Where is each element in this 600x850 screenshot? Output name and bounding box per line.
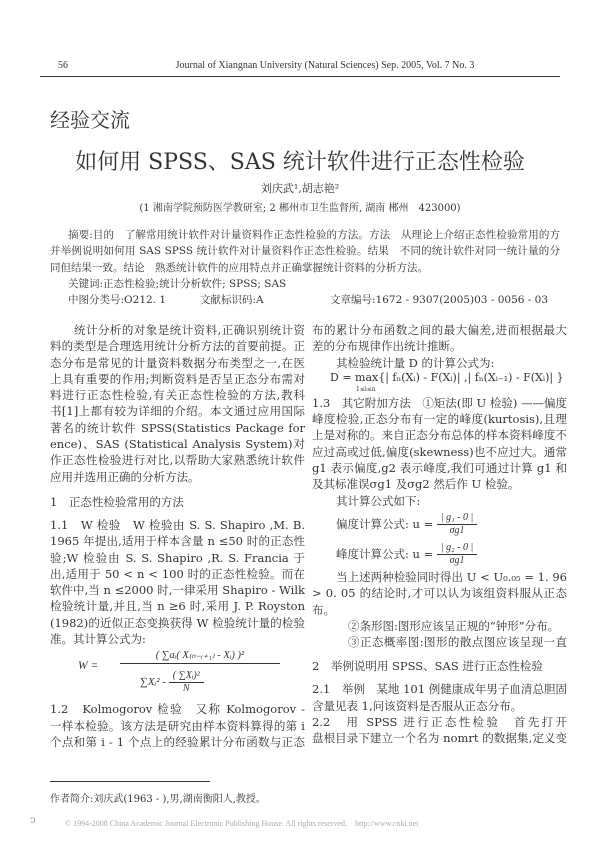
d-formula-intro: 其检验统计量 D 的计算公式为: <box>336 355 495 370</box>
kurtosis-numerator: | g₂ - 0 | <box>437 542 477 555</box>
probability-plot-method: ③正态概率图:图形的散点图应该呈现一直 <box>348 635 567 650</box>
text-line: 书[1]上都有较为详细的介绍。本文通过应用国际 <box>50 404 305 419</box>
w-formula <box>50 647 305 701</box>
d-formula-subscript: 1≤i≤n <box>356 385 376 393</box>
section-2-1 <box>312 681 567 714</box>
d-formula-text: D = max{| fₙ(Xᵢ) - F(Xᵢ)| ,| fₙ(Xᵢ₋₁) - F(Xᵢ)| } <box>330 370 564 384</box>
kurtosis-label: 峰度计算公式: u = <box>336 546 434 561</box>
abstract <box>50 227 560 308</box>
text-line: ence)、SAS (Statistical Analysis System)对 <box>50 437 305 452</box>
text-line: 上具有重要的作用;判断资料是否呈正态分布需对 <box>50 371 305 386</box>
text-line: 应过高或过低,偏度(skewness)也不应过大。通常 <box>312 444 567 459</box>
formula-numerator: ( ∑aᵢ( X₍ₙ₋ᵢ₊₁₎ - Xᵢ) )² <box>120 649 280 664</box>
kurtosis-formula <box>312 539 567 569</box>
section-1-2 <box>50 701 305 750</box>
skewness-denominator: σg1 <box>449 525 465 537</box>
text-line: 1.2 Kolmogorov 检验 又称 Kolmogorov - <box>50 702 305 717</box>
text-line: 上是对称的。来自正态分布总体的样本资料峰度不 <box>312 428 567 443</box>
section-1-heading: 1 正态性检验常用的方法 <box>50 494 184 509</box>
text-line: 料进行正态性检验,有关正态性检验的方法,教科 <box>50 388 305 403</box>
page-number: 56 <box>58 60 68 71</box>
section-2-heading: 2 举例说明用 SPSS、SAS 进行正态性检验 <box>312 659 543 674</box>
text-line: 统计分析的对象是统计资料,正确识别统计资 <box>74 323 305 337</box>
keywords: 关键词:正态性检验;统计分析软件; SPSS; SAS <box>68 277 287 290</box>
abstract-line: 并举例说明如何用 SAS SPSS 统计软件对计量资料作正态性检验。结果 不同的统计软件对同一统计量的分 <box>50 245 560 258</box>
text-line: 料的类型是合理选用统计分析方法的首要前提。正 <box>50 339 305 354</box>
text-line: 峰度检验,正态分布有一定的峰度(kurtosis),且理 <box>312 412 567 427</box>
column-label: 经验交流 <box>50 108 130 132</box>
authors: 刘庆武¹,胡志艳² <box>260 182 340 195</box>
text-line: 个点和第 i - 1 个点上的经验累计分布函数与正态 <box>50 734 305 749</box>
classification: 中图分类号:O212. 1 <box>68 294 167 307</box>
text-line: 出,适用于 50 < n < 100 时的正态性检验。而在 <box>50 566 305 581</box>
kurtosis-denominator: σg1 <box>449 555 465 567</box>
affiliation: (1 湘南学院预防医学教研室; 2 郴州市卫生监督所, 湖南 郴州 423000) <box>139 203 461 214</box>
cnki-logo-icon: ↄ <box>30 815 36 826</box>
bar-chart-method: ②条形图:图形应该呈正规的“钟形”分布。 <box>348 618 560 633</box>
formula-sub-numerator: ( ∑Xᵢ)² <box>169 670 204 683</box>
document-code: 文献标识码:A <box>200 294 264 307</box>
formula-sub-denominator: N <box>182 683 190 695</box>
formula-lhs: W = <box>78 660 99 673</box>
text-line: 当上述两种检验同时得出 U < U₀.₀₅ = 1. 96 <box>336 569 567 584</box>
text-line: g1 表示偏度,g2 表示峰度,我们可通过计算 g1 和 <box>312 461 567 476</box>
ks-paragraph <box>312 322 567 355</box>
text-line: > 0. 05 的结论时,才可以认为该组资料服从正态 <box>312 586 567 601</box>
right-column <box>312 322 567 747</box>
footnote-rule <box>50 781 210 782</box>
text-line: 著名的统计软件 SPSS(Statistics Package for <box>50 420 305 435</box>
text-line: 差的分布规律作出统计推断。 <box>312 339 462 354</box>
text-line: 一样本检验。该方法是研究由样本资料算得的第 i <box>50 718 305 733</box>
text-line: 2.2 用 SPSS 进行正态性检验 首先打开 <box>312 715 567 730</box>
text-line: 及其标准误σg1 及σg2 然后作 U 检验。 <box>312 477 520 492</box>
intro-paragraph <box>50 322 305 485</box>
abstract-line: 摘要:目的 了解常用统计软件对计量资料作正态性检验的方法。方法 从理论上介绍正态性检验常用的方 <box>68 229 560 241</box>
text-line: 布。 <box>312 602 335 617</box>
author-footnote: 作者简介:刘庆武(1963 - ),男,湖南衡阳人,教授。 <box>50 794 266 805</box>
text-line: 布的累计分布函数之间的最大偏差,进而根据最大 <box>312 323 567 337</box>
text-line: 2.1 举例 某地 101 例健康成年男子血清总胆固 <box>312 682 567 697</box>
article-number: 文章编号:1672 - 9307(2005)03 - 0056 - 03 <box>330 294 549 307</box>
d-formula <box>312 371 567 395</box>
left-column <box>50 322 305 750</box>
header-rule <box>40 76 560 77</box>
text-line: (1982)的近似正态变换获得 W 检验统计量的检验 <box>50 615 305 630</box>
text-line: 应用并选用正确的分析方法。 <box>50 469 200 484</box>
skewness-label: 偏度计算公式: u = <box>336 516 434 531</box>
formula-denominator: ∑Xᵢ² - <box>140 676 167 689</box>
text-line: 含量见表 1,问该资料是否服从正态分布。 <box>312 698 523 713</box>
formula-intro: 其计算公式如下: <box>336 493 421 508</box>
text-line: 1.1 W 检验 W 检验由 S. S. Shapiro ,M. B. <box>50 517 305 532</box>
skewness-numerator: | g₁ - 0 | <box>437 512 477 525</box>
u-test-conclusion <box>312 569 567 618</box>
text-line: 态分布是常见的计量资料数据分布类型之一,在医 <box>50 355 305 370</box>
section-2-2 <box>312 714 567 747</box>
text-line: 作正态性检验进行对比,以帮助大家熟悉统计软件 <box>50 453 305 468</box>
text-line: 准。其计算公式为: <box>50 632 146 647</box>
text-line: 盘根目录下建立一个名为 nomrt 的数据集,定义变 <box>312 731 567 746</box>
paper-title: 如何用 SPSS、SAS 统计软件进行正态性检验 <box>75 150 525 175</box>
abstract-line: 同但结果一致。结论 熟悉统计软件的应用特点并正确掌握统计资料的分析方法。 <box>50 261 428 274</box>
text-line: 1.3 其它附加方法 ①矩法(即 U 检验) ——偏度 <box>312 395 567 410</box>
text-line: 检验统计量,并且,当 n ≥6 时,采用 J. P. Royston <box>50 599 305 614</box>
text-line: 验;W 检验由 S. S. Shapiro ,R. S. Francia 于 <box>50 550 305 565</box>
skewness-formula <box>312 509 567 539</box>
copyright: © 1994-2008 China Academic Journal Electronic Publishing House. All rights reserved. http://www.cnki.net <box>65 819 419 828</box>
section-1-1 <box>50 517 305 647</box>
text-line: 1965 年提出,适用于样本含量 n ≤50 时的正态性 <box>50 534 305 549</box>
text-line: 软件中,当 n ≤2000 时,一律采用 Shapiro - Wilk <box>50 583 305 598</box>
section-1-3 <box>312 395 567 493</box>
running-header: Journal of Xiangnan University (Natural Sciences) Sep. 2005, Vol. 7 No. 3 <box>175 60 475 71</box>
